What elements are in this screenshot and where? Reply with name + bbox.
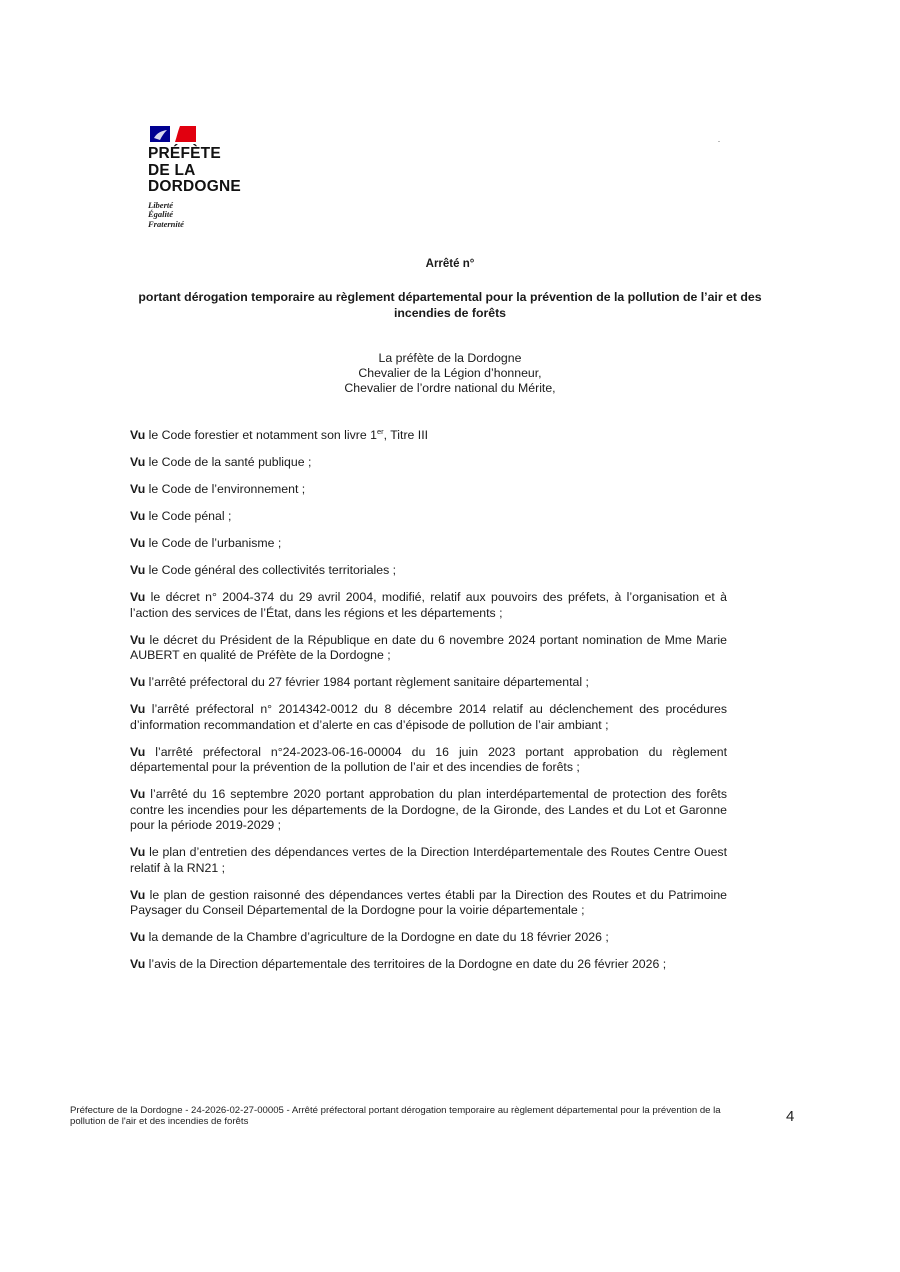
recital-item (130, 930, 727, 946)
vu-label: Vu (130, 930, 146, 944)
recital-superscript: er (376, 426, 384, 436)
vu-label: Vu (130, 632, 146, 647)
recitals-list (130, 428, 727, 984)
recital-text: le Code de la santé publique ; (145, 455, 312, 469)
vu-label: Vu (130, 957, 146, 971)
recital-text: l’arrêté préfectoral n° 2014342-0012 du 8 décembre 2014 relatif au déclenchement des procédures d’information recommandation et d’alerte en cas d’épisode de pollution de l’air ambiant ; (130, 702, 727, 732)
recital-text: le Code forestier et notamment son livre 1 (145, 428, 377, 442)
recital-item (130, 702, 727, 733)
vu-label: Vu (130, 787, 146, 801)
recital-item (130, 675, 727, 691)
recital-item (130, 745, 727, 776)
recital-item (130, 455, 727, 471)
recital-text: le plan d’entretien des dépendances vertes de la Direction Interdépartementale des Routes Centre Ouest relatif à la RN21 ; (130, 845, 727, 875)
recital-text: l’avis de la Direction départementale des territoires de la Dordogne en date du 26 février 2026 ; (145, 957, 667, 971)
arrete-subject: portant dérogation temporaire au règlement départemental pour la prévention de la pollution de l’air et des incendies de forêts (138, 290, 762, 320)
signatory-line: La préfète de la Dordogne (378, 351, 522, 365)
vu-label: Vu (130, 536, 146, 550)
vu-label: Vu (130, 744, 146, 759)
recital-text: le Code général des collectivités territoriales ; (145, 563, 397, 577)
recital-item (130, 888, 727, 919)
prefecture-logo (148, 126, 288, 229)
recital-item (130, 563, 727, 579)
vu-label: Vu (130, 563, 146, 577)
arrete-number: Arrêté n° (425, 258, 475, 270)
recital-text: le plan de gestion raisonné des dépendances vertes établi par la Direction des Routes et du Patrimoine Paysager du Conseil Départemental de la Dordogne pour la voirie départementale ; (130, 887, 727, 917)
recital-item (130, 428, 727, 444)
recital-text: l’arrêté du 16 septembre 2020 portant approbation du plan interdépartemental de protection des forêts contre les incendies pour les départements de la Dordogne, de la Gironde, des Landes et du Lot et Garonne pour la période 2019-2029 ; (130, 787, 727, 832)
recital-text: le décret n° 2004-374 du 29 avril 2004, modifié, relatif aux pouvoirs des préfets, à l’organisation et à l’action des services de l’État, dans les régions et les départements ; (130, 590, 727, 620)
recital-item (130, 787, 727, 834)
recital-item (130, 509, 727, 525)
recital-item (130, 957, 727, 973)
prefecture-name: PRÉFÈTE DE LA DORDOGNE (148, 145, 241, 195)
vu-label: Vu (130, 702, 146, 716)
vu-label: Vu (130, 455, 146, 469)
page-number: 4 (786, 1108, 795, 1125)
vu-label: Vu (130, 675, 146, 689)
signatory-line: Chevalier de la Légion d’honneur, (358, 366, 542, 380)
signatory-line: Chevalier de l’ordre national du Mérite, (344, 381, 556, 395)
recital-text: l’arrêté préfectoral du 27 février 1984 portant règlement sanitaire départemental ; (145, 675, 589, 689)
recital-text: la demande de la Chambre d’agriculture de la Dordogne en date du 18 février 2026 ; (145, 930, 609, 944)
vu-label: Vu (130, 428, 146, 442)
recital-text: le décret du Président de la République en date du 6 novembre 2024 portant nomination de Mme Marie AUBERT en qualité de Préfète de la Dordogne ; (130, 632, 727, 662)
recital-item (130, 633, 727, 664)
vu-label: Vu (130, 509, 146, 523)
recital-item (130, 482, 727, 498)
vu-label: Vu (130, 845, 146, 859)
vu-label: Vu (130, 482, 146, 496)
signatory-block (0, 351, 900, 396)
republic-motto: Liberté Égalité Fraternité (148, 199, 184, 229)
recital-item (130, 536, 727, 552)
recital-text: le Code pénal ; (145, 509, 232, 523)
recital-text: l’arrêté préfectoral n°24-2023-06-16-00004 du 16 juin 2023 portant approbation du règlement départemental pour la prévention de la pollution de l’air et des incendies de forêts ; (130, 744, 727, 774)
scan-speck (718, 141, 720, 142)
recital-text-after: , Titre III (383, 428, 429, 442)
recital-text: le Code de l’environnement ; (145, 482, 306, 496)
vu-label: Vu (130, 590, 146, 604)
footer-reference: Préfecture de la Dordogne - 24-2026-02-27-00005 - Arrêté préfectoral portant dérogation temporaire au règlement départemental pour la prévention de la pollution de l'air et des incendies de forêts (70, 1105, 721, 1127)
recital-item (130, 845, 727, 876)
marianne-flag-icon (150, 126, 196, 142)
vu-label: Vu (130, 887, 146, 902)
recital-item (130, 590, 727, 621)
recital-text: le Code de l’urbanisme ; (145, 536, 282, 550)
